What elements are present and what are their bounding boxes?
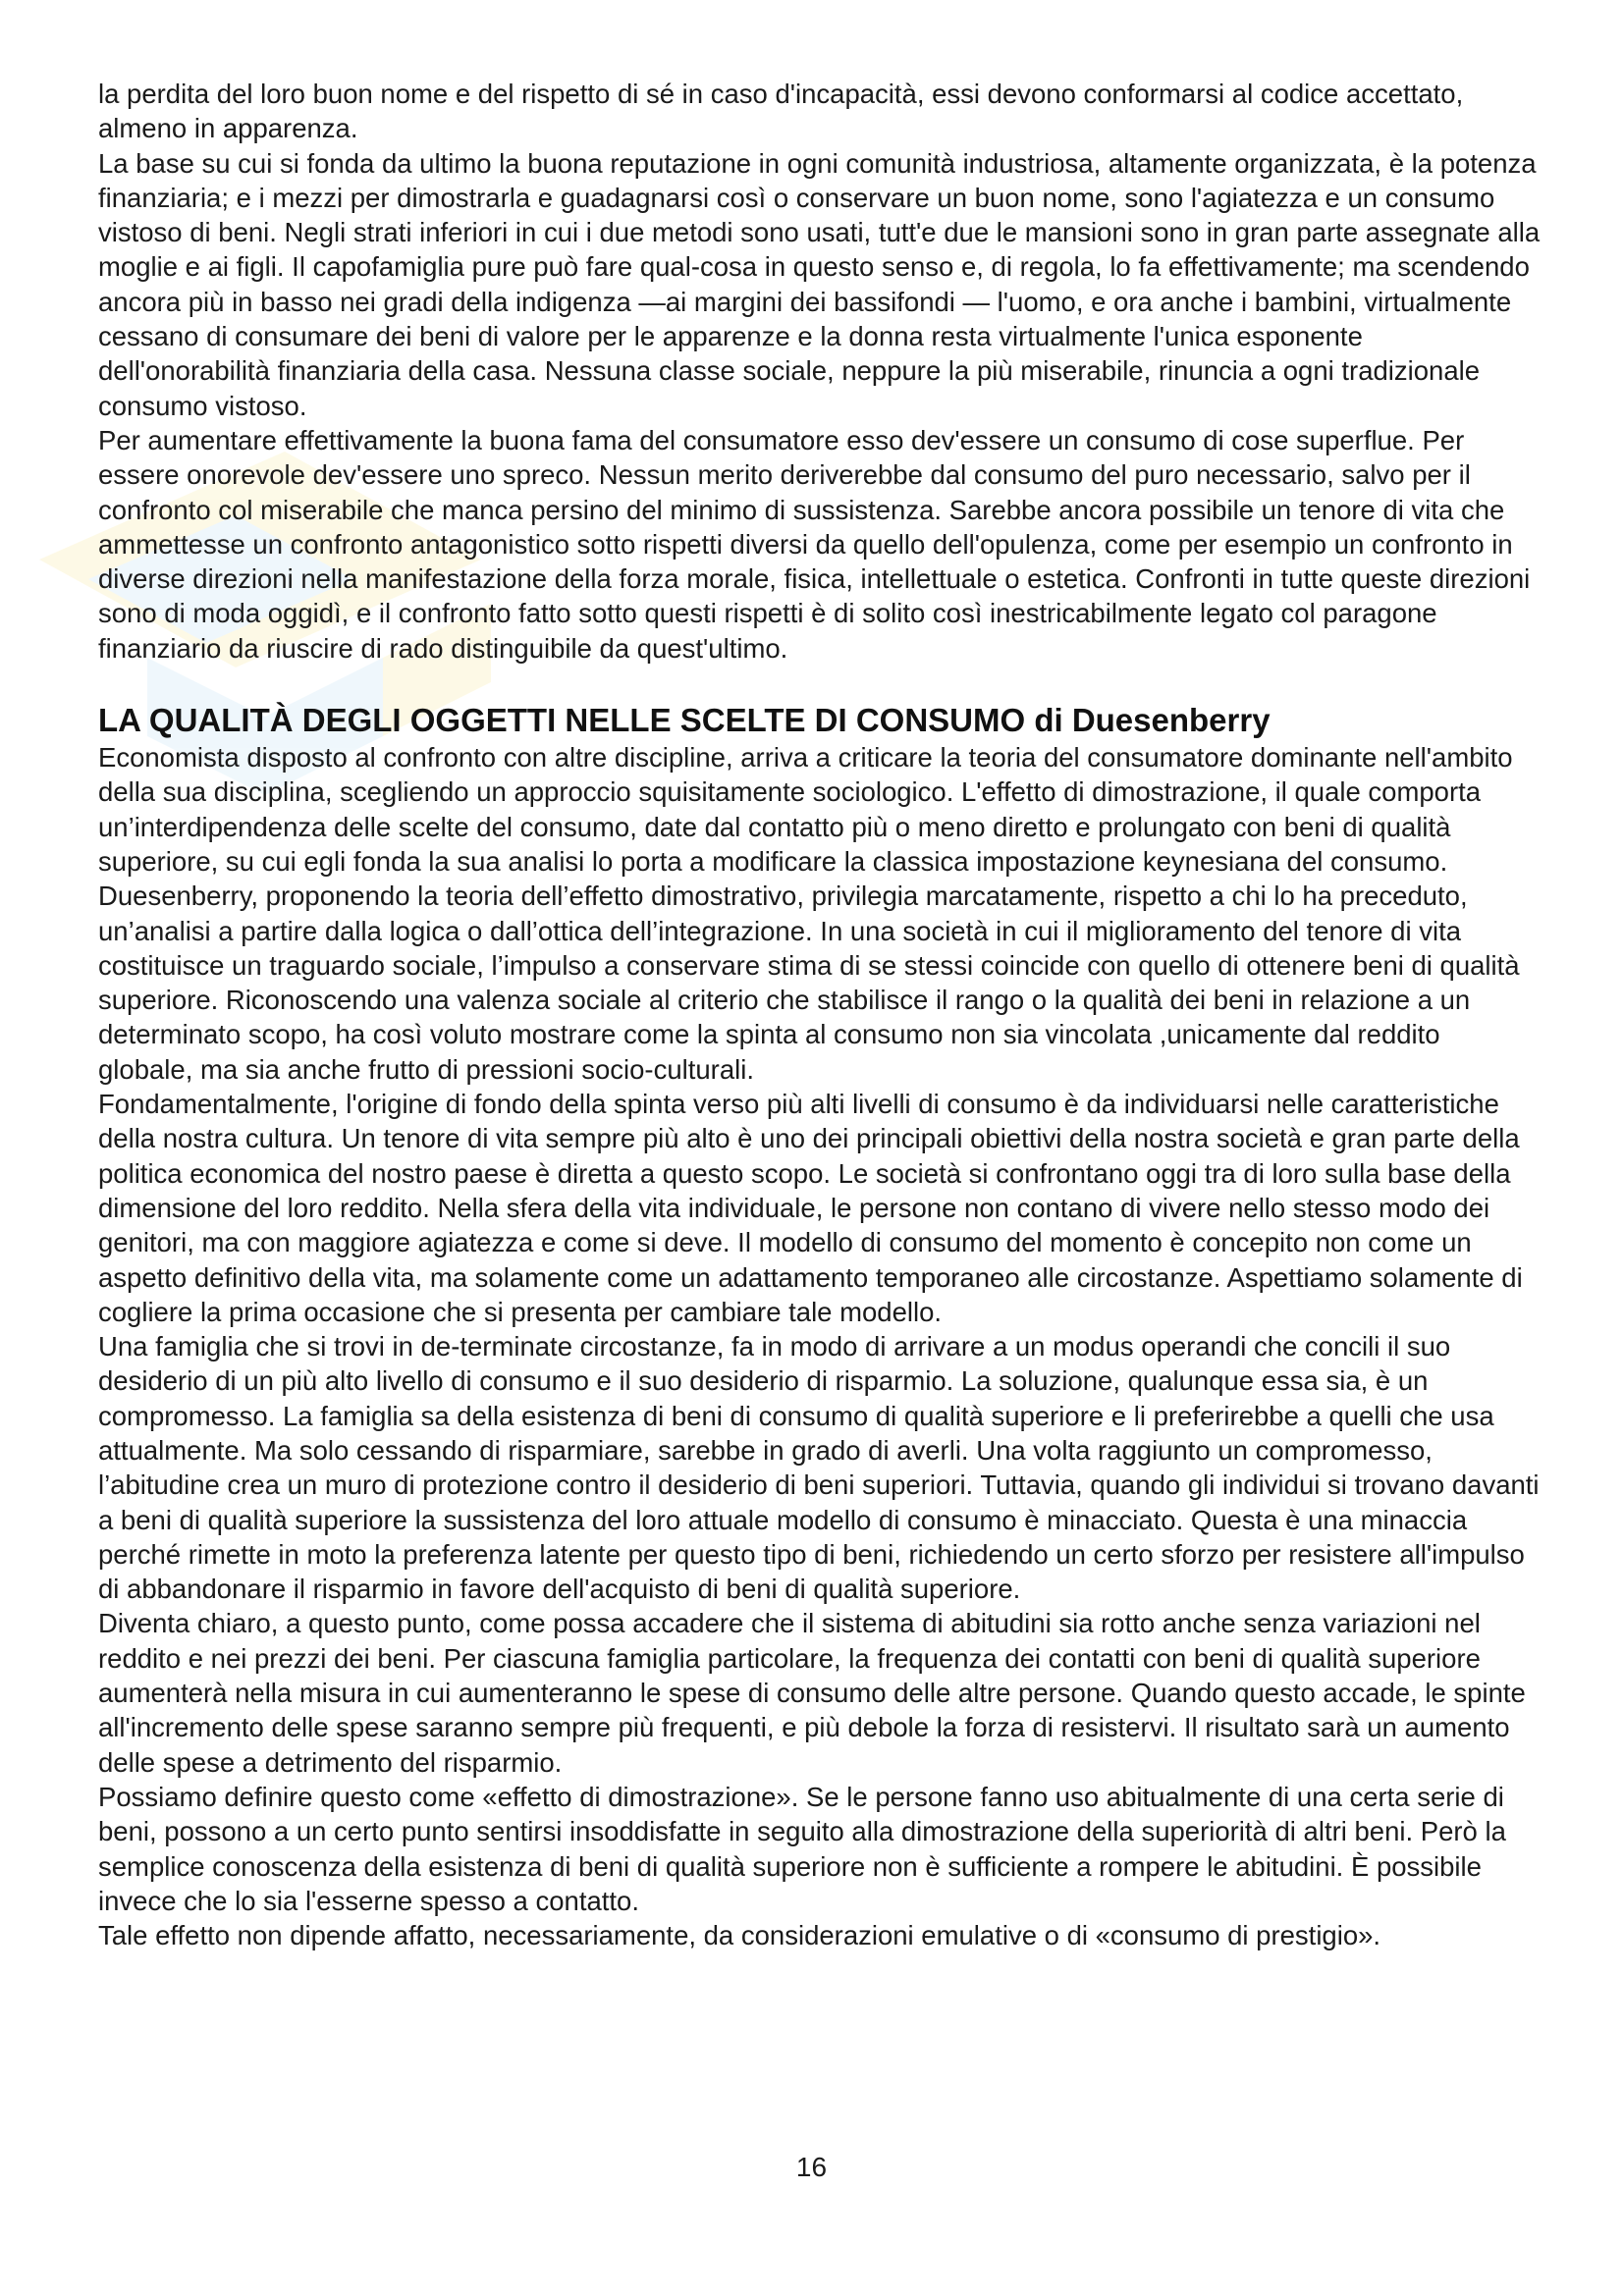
paragraph: Tale effetto non dipende affatto, necessariamente, da considerazioni emulative o di «consumo di prestigio». bbox=[98, 1920, 1381, 1951]
paragraph: Economista disposto al confronto con altre discipline, arriva a criticare la teoria del consumatore dominante nell'ambito della sua disciplina, scegliendo un approccio squisitamente sociologico. L'effetto di dimostrazione, il quale comporta un’interdipendenza delle scelte del consumo, date dal contatto più o meno diretto e prolungato con beni di qualità superiore, su cui egli fonda la sua analisi lo porta a modificare la classica impostazione keynesiana del consumo. Duesenberry, proponendo la teoria dell’effetto dimostrativo, privilegia marcatamente, rispetto a chi lo ha preceduto, un’analisi a partire dalla logica o dall’ottica dell’integrazione. In una società in cui il miglioramento del tenore di vita costituisce un traguardo sociale, l’impulso a conservare stima di se stessi coincide con quello di ottenere beni di qualità superiore. Riconoscendo una valenza sociale al criterio che stabilisce il rango o la qualità dei beni in relazione a un determinato scopo, ha così voluto mostrare come la spinta al consumo non sia vincolata ,unicamente dal reddito globale, ma sia anche frutto di pressioni socio-culturali. bbox=[98, 742, 1520, 1085]
paragraph: Diventa chiaro, a questo punto, come possa accadere che il sistema di abitudini sia rotto anche senza variazioni nel reddito e nei prezzi dei beni. Per ciascuna famiglia particolare, la frequenza dei contatti con beni di qualità superiore aumenterà nella misura in cui aumenteranno le spese di consumo delle altre persone. Quando questo accade, le spinte all'incremento delle spese saranno sempre più frequenti, e più debole la forza di resistervi. Il risultato sarà un aumento delle spese a detrimento del risparmio. bbox=[98, 1608, 1526, 1778]
paragraph: Una famiglia che si trovi in de-terminate circostanze, fa in modo di arrivare a un modus operandi che concili il suo desiderio di un più alto livello di consumo e il suo desiderio di risparmio. La soluzione, qualunque essa sia, è un compromesso. La famiglia sa della esistenza di beni di consumo di qualità superiore e li preferirebbe a quelli che usa attualmente. Ma solo cessando di risparmiare, sarebbe in grado di averli. Una volta raggiunto un compromesso, l’abitudine crea un muro di protezione contro il desiderio di beni superiori. Tuttavia, quando gli individui si trovano davanti a beni di qualità superiore la sussistenza del loro attuale modello di consumo è minacciato. Questa è una minaccia perché rimette in moto la preferenza latente per questo tipo di beni, richiedendo un certo sforzo per resistere all'impulso di abbandonare il risparmio in favore dell'acquisto di beni di qualità superiore. bbox=[98, 1331, 1540, 1605]
paragraph: la perdita del loro buon nome e del rispetto di sé in caso d'incapacità, essi devono conformarsi al codice accettato, almeno in apparenza. bbox=[98, 79, 1464, 144]
document-page bbox=[98, 77, 1542, 1952]
paragraph: Possiamo definire questo come «effetto di dimostrazione». Se le persone fanno uso abitualmente di una certa serie di beni, possono a un certo punto sentirsi insoddisfatte in seguito alla dimostrazione della superiorità di altri beni. Però la semplice conoscenza della esistenza di beni di qualità superiore non è sufficiente a rompere le abitudini. È possibile invece che lo sia l'esserne spesso a contatto. bbox=[98, 1781, 1506, 1916]
paragraph: Per aumentare effettivamente la buona fama del consumatore esso dev'essere un consumo di cose superflue. Per essere onorevole dev'essere uno spreco. Nessun merito deriverebbe dal consumo del puro necessario, salvo per il confronto col miserabile che manca persino del minimo di sussistenza. Sarebbe ancora possibile un tenore di vita che ammettesse un confronto antagonistico sotto rispetti diversi da quello dell'opulenza, come per esempio un confronto in diverse direzioni nella manifestazione della forza morale, fisica, intellettuale o estetica. Confronti in tutte queste direzioni sono di moda oggidì, e il confronto fatto sotto questi rispetti è di solito così inestricabilmente legato col paragone finanziario da riuscire di rado distinguibile da quest'ultimo. bbox=[98, 424, 1531, 664]
paragraph: Fondamentalmente, l'origine di fondo della spinta verso più alti livelli di consumo è da individuarsi nelle caratteristiche della nostra cultura. Un tenore di vita sempre più alto è uno dei principali obiettivi della nostra società e gran parte della politica economica del nostro paese è diretta a questo scopo. Le società si confrontano oggi tra di loro sulla base della dimensione del loro reddito. Nella sfera della vita individuale, le persone non contano di vivere nello stesso modo dei genitori, ma con maggiore agiatezza e come si deve. Il modello di consumo del momento è concepito non come un aspetto definitivo della vita, ma solamente come un adattamento temporaneo alle circostanze. Aspettiamo solamente di cogliere la prima occasione che si presenta per cambiare tale modello. bbox=[98, 1089, 1523, 1327]
section-heading: LA QUALITÀ DEGLI OGGETTI NELLE SCELTE DI CONSUMO di Duesenberry bbox=[98, 702, 1271, 739]
paragraph: La base su cui si fonda da ultimo la buona reputazione in ogni comunità industriosa, altamente organizzata, è la potenza finanziaria; e i mezzi per dimostrarla e guadagnarsi così o conservare un buon nome, sono l'agiatezza e un consumo vistoso di beni. Negli strati inferiori in cui i due metodi sono usati, tutt'e due le mansioni sono in gran parte assegnate alla moglie e ai figli. Il capofamiglia pure può fare qual-cosa in questo senso e, di regola, lo fa effettivamente; ma scendendo ancora più in basso nei gradi della indigenza —ai margini dei bassifondi — l'uomo, e ora anche i bambini, virtualmente cessano di consumare dei beni di valore per le apparenze e la donna resta virtualmente l'unica esponente dell'onorabilità finanziaria della casa. Nessuna classe sociale, neppure la più miserabile, rinuncia a ogni tradizionale consumo vistoso. bbox=[98, 147, 1541, 421]
section-duesenberry bbox=[98, 701, 1542, 1952]
section-veblen bbox=[98, 77, 1542, 666]
page-number: 16 bbox=[795, 2152, 828, 2182]
